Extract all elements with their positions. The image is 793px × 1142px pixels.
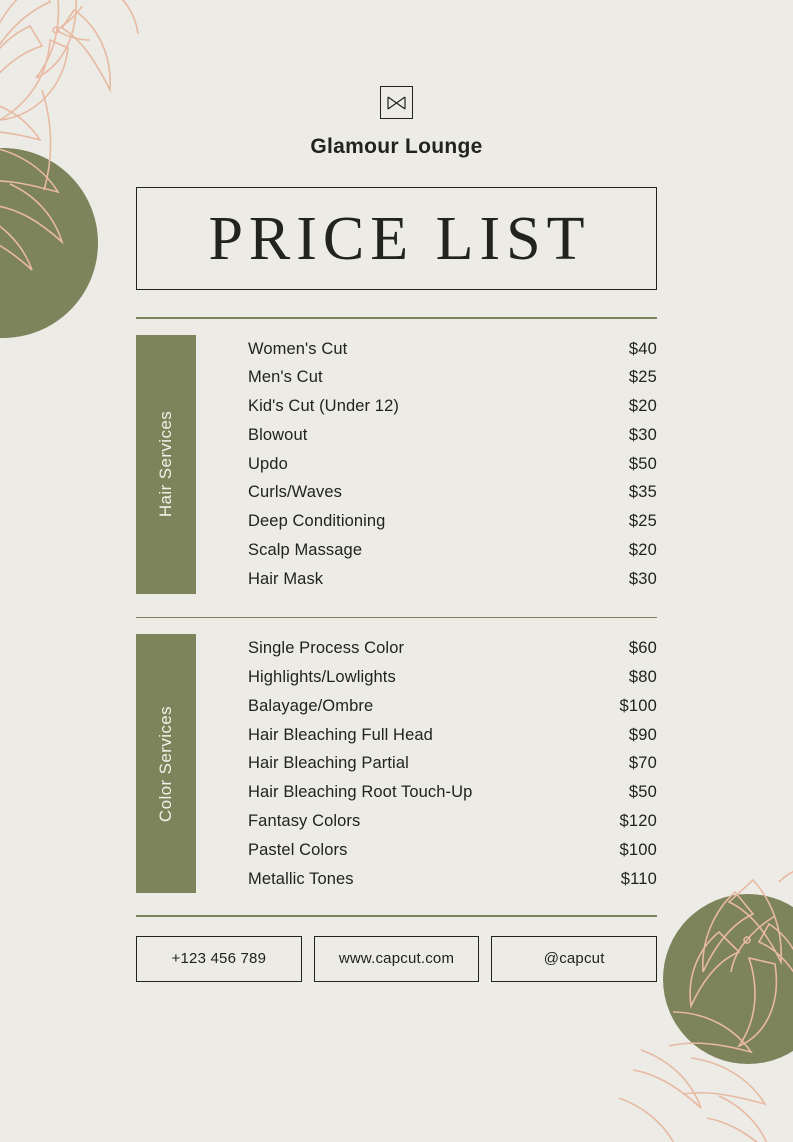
service-price: $20	[628, 397, 657, 416]
footer-contact-bar	[136, 936, 657, 982]
service-price: $50	[628, 454, 657, 473]
decorative-circle-top-left	[0, 148, 98, 338]
service-list-color-services	[248, 634, 657, 893]
service-price: $80	[628, 667, 657, 686]
service-price: $25	[628, 368, 657, 387]
service-name: Single Process Color	[248, 639, 405, 658]
divider-bottom	[136, 915, 657, 917]
section-tab-label: Color Services	[156, 705, 176, 822]
service-name: Kid's Cut (Under 12)	[248, 397, 399, 416]
service-row	[248, 536, 657, 565]
service-name: Deep Conditioning	[248, 512, 386, 531]
service-row	[248, 749, 657, 778]
service-price: $35	[628, 483, 657, 502]
service-name: Fantasy Colors	[248, 811, 361, 830]
service-row	[248, 634, 657, 663]
service-row	[248, 692, 657, 721]
service-name: Hair Bleaching Root Touch-Up	[248, 783, 473, 802]
service-row	[248, 865, 657, 894]
footer-phone[interactable]: +123 456 789	[136, 936, 302, 982]
service-name: Women's Cut	[248, 339, 348, 358]
service-name: Scalp Massage	[248, 541, 363, 560]
logo	[136, 86, 657, 119]
service-row	[248, 836, 657, 865]
service-price: $30	[628, 425, 657, 444]
service-list-hair-services	[248, 335, 657, 594]
bowtie-scissors-mark-icon	[380, 86, 413, 119]
service-row	[248, 778, 657, 807]
section-color-services	[136, 618, 657, 893]
decorative-circle-bottom-right	[663, 894, 793, 1064]
service-row	[248, 807, 657, 836]
service-row	[248, 450, 657, 479]
service-row	[248, 507, 657, 536]
footer-website[interactable]: www.capcut.com	[314, 936, 480, 982]
service-name: Men's Cut	[248, 368, 323, 387]
service-price: $25	[628, 512, 657, 531]
page-title: PRICE LIST	[208, 204, 591, 273]
service-row	[248, 721, 657, 750]
service-name: Metallic Tones	[248, 869, 354, 888]
service-price: $100	[619, 696, 657, 715]
service-price: $100	[619, 840, 657, 859]
service-row	[248, 392, 657, 421]
section-tab-hair-services	[136, 335, 196, 594]
price-list-title-box	[136, 187, 657, 290]
service-name: Balayage/Ombre	[248, 696, 374, 715]
section-tab-label: Hair Services	[156, 410, 175, 518]
service-row	[248, 565, 657, 594]
service-name: Hair Mask	[248, 569, 324, 588]
service-price: $70	[628, 754, 657, 773]
service-price: $30	[628, 569, 657, 588]
footer-social[interactable]: @capcut	[491, 936, 657, 982]
service-name: Hair Bleaching Partial	[248, 754, 409, 773]
section-tab-color-services	[136, 634, 196, 893]
service-name: Pastel Colors	[248, 840, 348, 859]
service-row	[248, 663, 657, 692]
section-hair-services	[136, 319, 657, 594]
service-price: $50	[628, 783, 657, 802]
service-price: $60	[628, 639, 657, 658]
service-row	[248, 335, 657, 364]
service-name: Highlights/Lowlights	[248, 667, 396, 686]
service-name: Hair Bleaching Full Head	[248, 725, 433, 744]
service-name: Blowout	[248, 425, 308, 444]
service-price: $120	[619, 811, 657, 830]
service-price: $110	[620, 869, 657, 888]
service-price: $40	[628, 339, 657, 358]
service-row	[248, 421, 657, 450]
service-price: $20	[628, 541, 657, 560]
service-row	[248, 363, 657, 392]
service-price: $90	[628, 725, 657, 744]
service-name: Curls/Waves	[248, 483, 343, 502]
page-content	[136, 0, 657, 982]
service-row	[248, 478, 657, 507]
service-name: Updo	[248, 454, 288, 473]
brand-name: Glamour Lounge	[310, 135, 483, 158]
